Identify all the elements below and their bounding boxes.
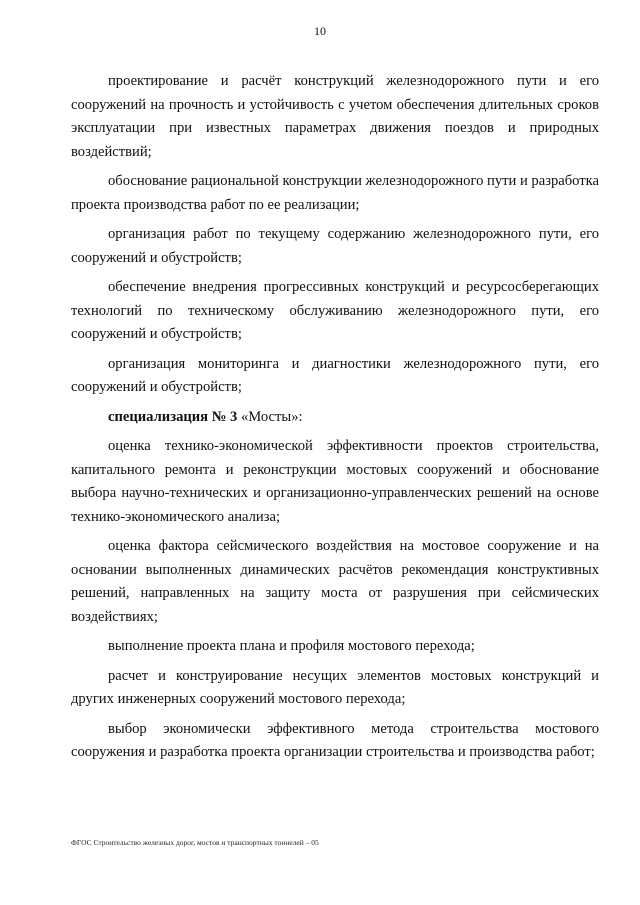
- paragraph: организация мониторинга и диагностики железнодорожного пути, его сооружений и обустройств;: [71, 355, 599, 395]
- paragraph: организация работ по текущему содержанию железнодорожного пути, его сооружений и обустройств;: [71, 226, 599, 266]
- paragraph: проектирование и расчёт конструкций железнодорожного пути и его сооружений на прочность и устойчивость с учетом обеспечения длительных сроков эксплуатации при известных параметрах движения поездов и природных воздействий;: [71, 73, 599, 160]
- paragraph: расчет и конструирование несущих элементов мостовых конструкций и других инженерных сооружений мостового перехода;: [71, 667, 599, 707]
- paragraph: обоснование рациональной конструкции железнодорожного пути и разработка проекта производства работ по ее реализации;: [71, 173, 599, 213]
- footer-text: ФГОС Строительство железных дорог, мостов и транспортных тоннелей – 05: [71, 838, 319, 847]
- paragraph: выполнение проекта плана и профиля мостового перехода;: [108, 638, 475, 654]
- specialization-label: специализация № 3: [108, 408, 238, 425]
- paragraph: выбор экономически эффективного метода строительства мостового сооружения и разработка проекта организации строительства и производства работ;: [71, 720, 599, 760]
- specialization-name: «Мосты»:: [237, 408, 303, 425]
- document-body: [71, 70, 599, 771]
- paragraph: оценка технико-экономической эффективности проектов строительства, капитального ремонта и реконструкции мостовых сооружений и обоснование выбора научно-технических и организационно-управленческих решений на основе технико-экономического анализа;: [71, 438, 599, 525]
- paragraph: обеспечение внедрения прогрессивных конструкций и ресурсосберегающих технологий по техническому обслуживанию железнодорожного пути, его сооружений и обустройств;: [71, 279, 599, 342]
- specialization-heading: [71, 406, 599, 430]
- paragraph: оценка фактора сейсмического воздействия на мостовое сооружение и на основании выполненных динамических расчётов рекомендация конструктивных решений, направленных на защиту моста от разрушения при сейсмических воздействиях;: [71, 538, 599, 625]
- page-number: 10: [314, 24, 326, 38]
